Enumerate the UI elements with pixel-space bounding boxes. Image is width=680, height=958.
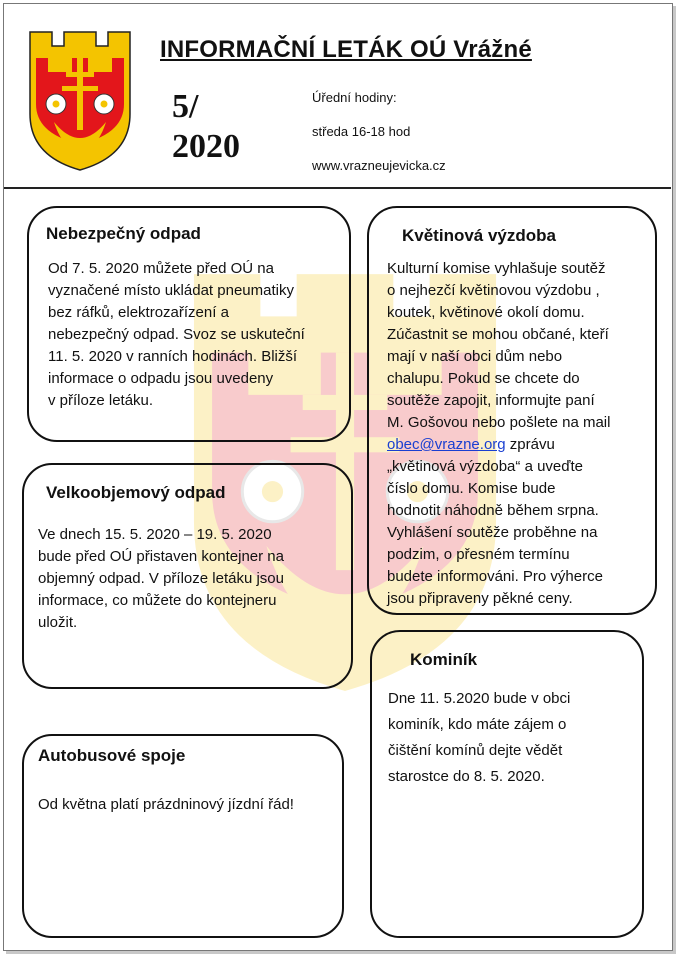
header-divider xyxy=(4,187,671,189)
bulky-waste-text: Ve dnech 15. 5. 2020 – 19. 5. 2020 bude před OÚ přistaven kontejner na objemný odpad. V příloze letáku jsou informace, co můžete do kontejneru uložit. xyxy=(38,526,284,631)
issue-number: 5/ xyxy=(172,88,199,125)
flowers-text xyxy=(387,258,610,610)
hazardous-waste-text: Od 7. 5. 2020 můžete před OÚ na vyznačené místo ukládat pneumatiky bez ráfků, elektrozařízení a nebezpečný odpad. Svoz se uskuteční 11. 5. 2020 v ranních hodinách. Bližší informace o odpadu jsou uvedeny v příloze letáku. xyxy=(48,260,305,409)
bulky-waste-title: Velkoobjemový odpad xyxy=(46,483,226,502)
office-hours-label: Úřední hodiny: xyxy=(312,90,397,105)
chimney-title: Kominík xyxy=(410,650,478,669)
email-link[interactable]: obec@vrazne.org xyxy=(387,436,506,453)
website-link[interactable]: www.vrazneujevicka.cz xyxy=(312,158,446,173)
bus-text: Od května platí prázdninový jízdní řád! xyxy=(38,796,294,813)
hazardous-waste-title: Nebezpečný odpad xyxy=(46,224,201,243)
flowers-text-after: zprávu „květinová výzdoba“ a uveďte číslo domu. Komise bude hodnotit náhodně během srpna. Vyhlášení soutěže proběhne na podzim, o přesném termínu budete informováni. Pro výherce jsou připraveny pěkné ceny. xyxy=(387,436,603,607)
chimney-text: Dne 11. 5.2020 bude v obci kominík, kdo máte zájem o čištění komínů dejte vědět starostce do 8. 5. 2020. xyxy=(388,690,571,785)
office-hours-value: středa 16-18 hod xyxy=(312,124,411,139)
flowers-text-before: Kulturní komise vyhlašuje soutěž o nejhezčí květinovou výzdobu , koutek, květinové okolí domu. Zúčastnit se mohou občané, kteří mají v naší obci dům nebo chalupu. Pokud se chcete do soutěže zapojit, informujte paní M. Gošovou nebo pošlete na mail xyxy=(387,260,611,431)
issue-year: 2020 xyxy=(172,128,240,165)
village-crest-logo xyxy=(28,28,132,172)
flowers-title: Květinová výzdoba xyxy=(402,226,556,245)
bus-title: Autobusové spoje xyxy=(38,746,186,765)
page-title: INFORMAČNÍ LETÁK OÚ Vrážné xyxy=(160,36,532,63)
